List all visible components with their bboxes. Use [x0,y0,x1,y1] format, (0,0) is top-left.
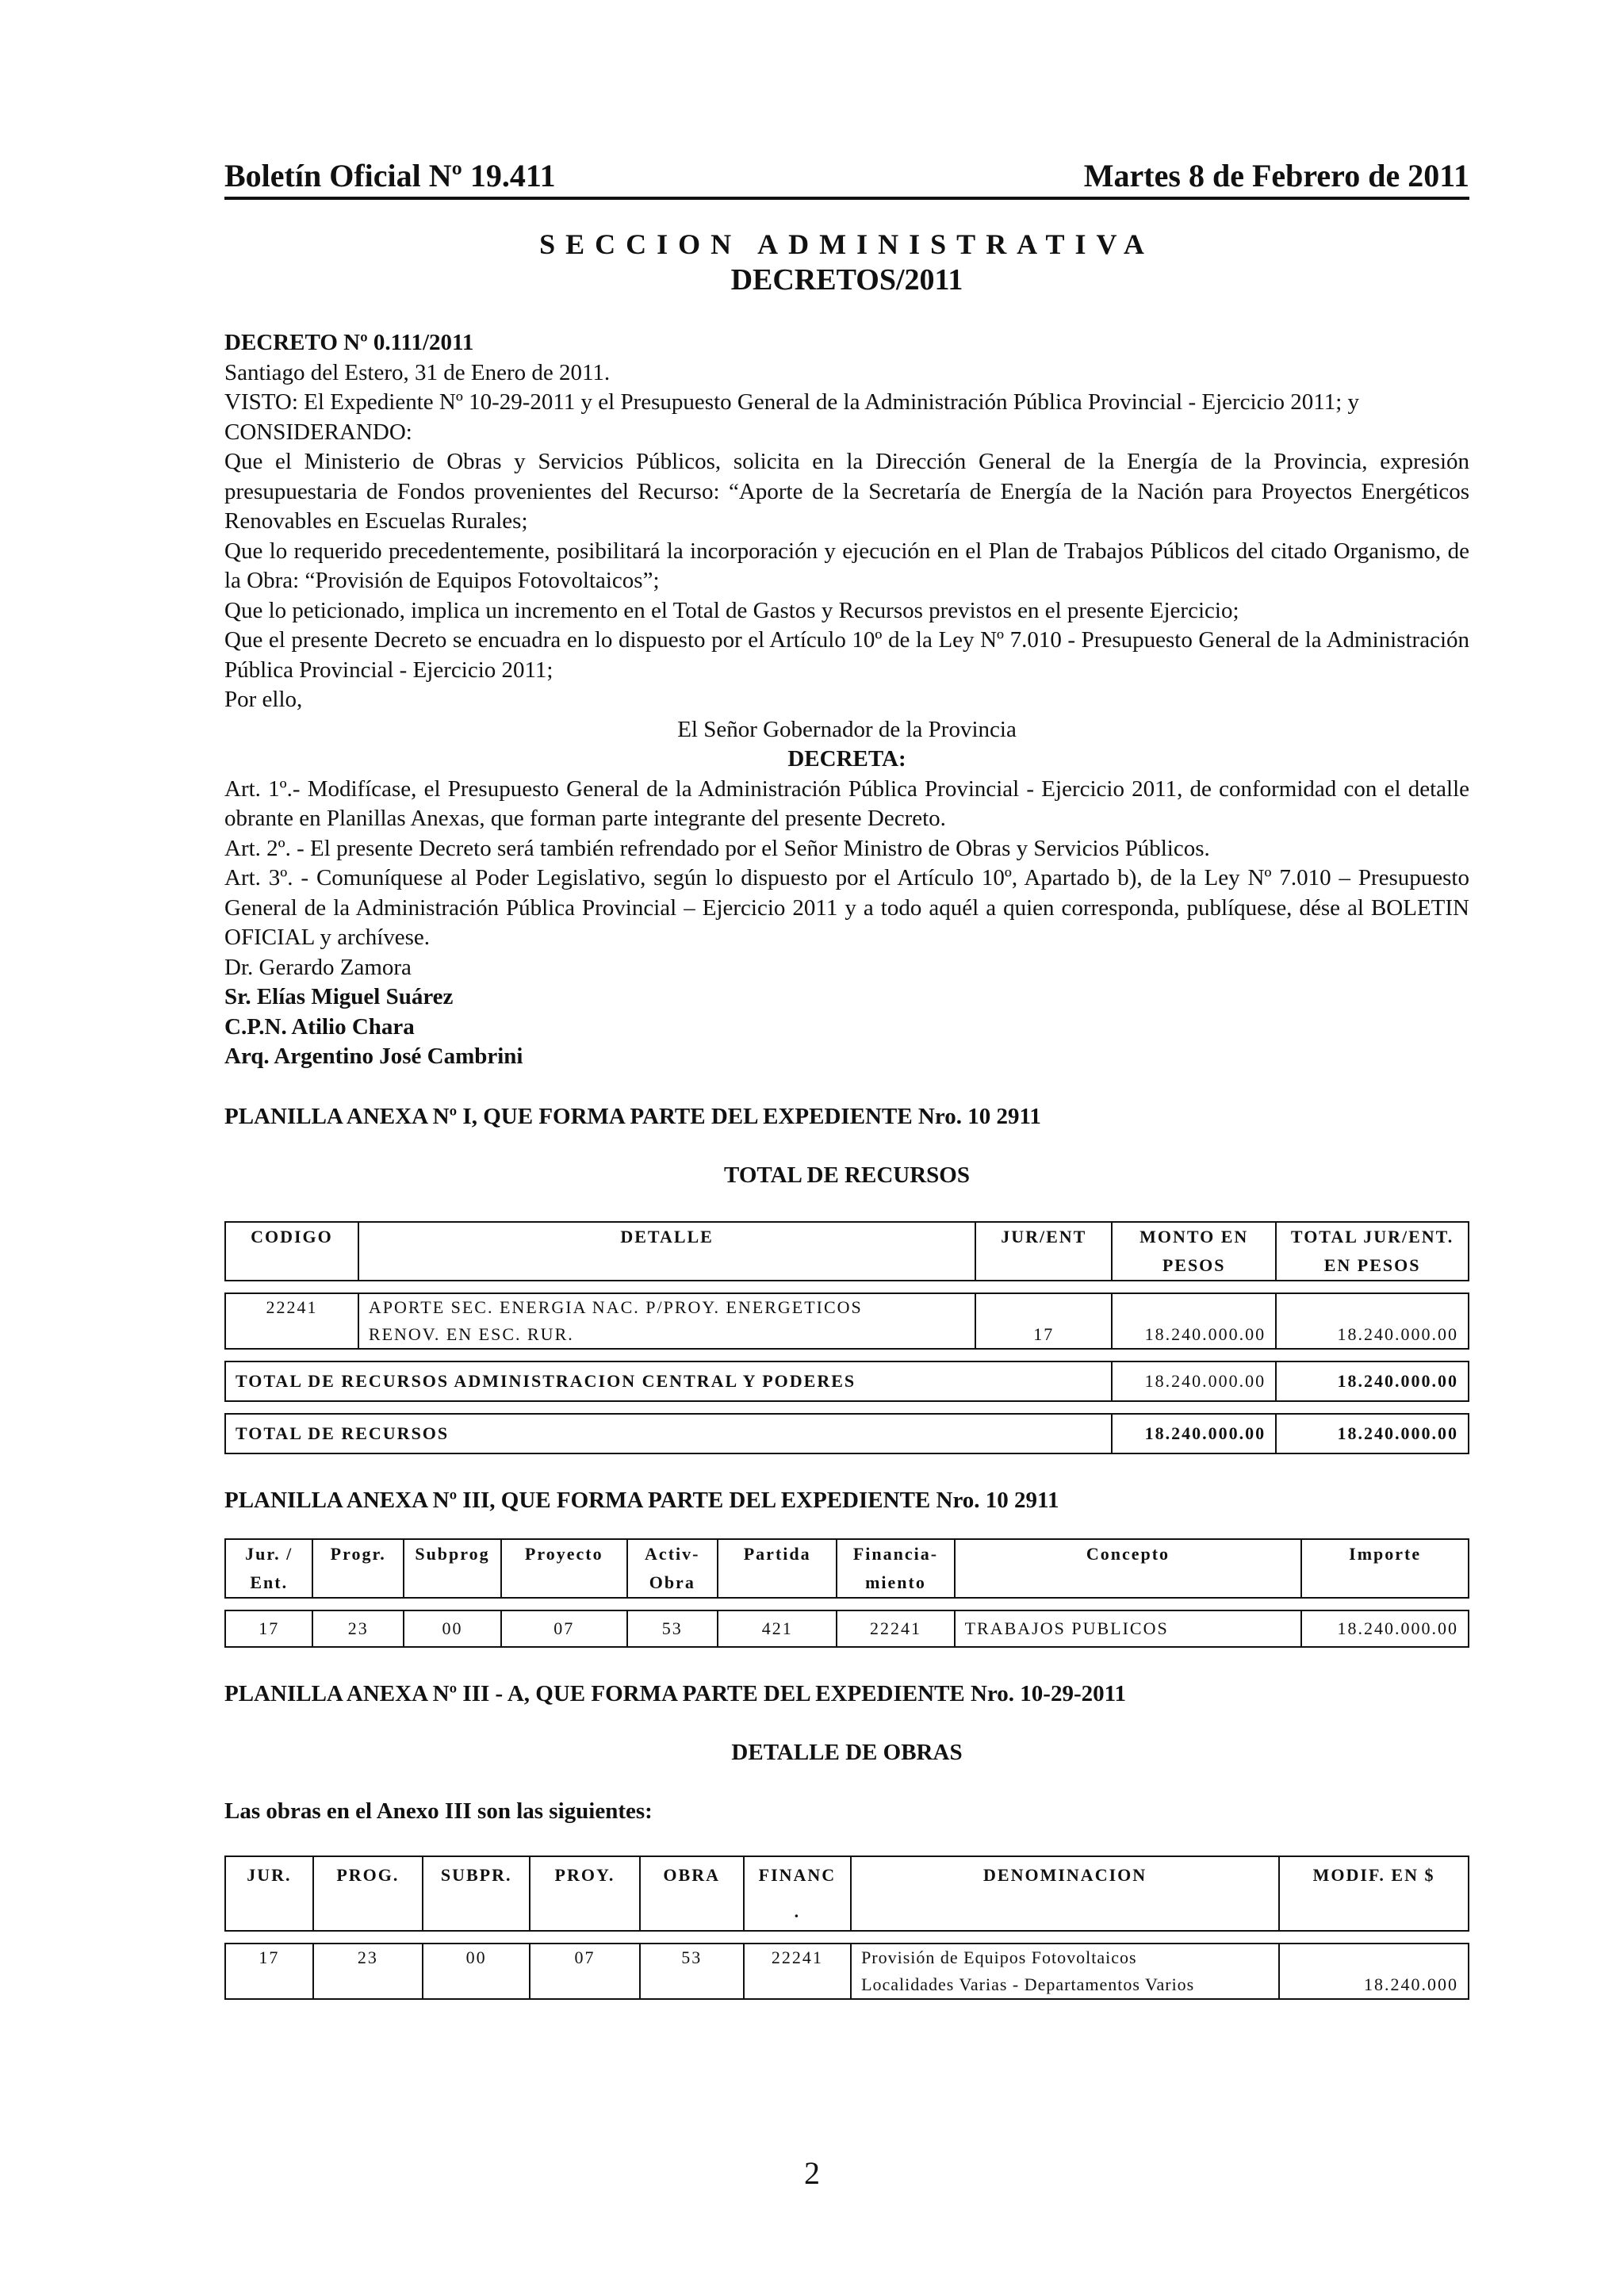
cell-detalle-line: APORTE SEC. ENERGIA NAC. P/PROY. ENERGETICOS [368,1296,863,1317]
bulletin-date: Martes 8 de Febrero de 2011 [1083,158,1469,193]
cell-total: 18.240.000.00 [1276,1293,1469,1349]
col-header-monto-line: MONTO EN [1139,1226,1249,1247]
cell-progr: 23 [312,1610,404,1647]
signer: Arq. Argentino José Cambrini [224,1044,523,1069]
col-header-jur [225,1539,312,1598]
cell-subpr: 00 [423,1944,530,1999]
table-row [225,1610,1469,1647]
cell-detalle-line: RENOV. EN ESC. RUR. [368,1323,574,1344]
cell-obra: 53 [640,1944,744,1999]
grand-total-monto: 18.240.000.00 [1112,1414,1276,1453]
bulletin-header [224,155,1469,200]
col-header-jur: JUR/ENT [975,1222,1112,1281]
col-header-monto [1112,1222,1276,1281]
annex-3-title: PLANILLA ANEXA Nº III, QUE FORMA PARTE DEL EXPEDIENTE Nro. 10 2911 [224,1487,1059,1513]
cell-codigo: 22241 [225,1293,358,1349]
cell-concepto: TRABAJOS PUBLICOS [955,1610,1302,1647]
budget-table [224,1538,1469,1648]
resources-table [224,1221,1469,1454]
annex-1-caption: TOTAL DE RECURSOS [724,1162,970,1188]
cell-proyecto: 07 [501,1610,627,1647]
signer-governor: Dr. Gerardo Zamora [224,954,412,980]
decree-article-2: Art. 2º. - El presente Decreto será también refrendado por el Señor Ministro de Obras y Servicios Públicos. [224,835,1210,861]
subtotal-total: 18.240.000.00 [1276,1361,1469,1401]
col-header-activ [627,1539,718,1598]
decree-paragraph: Que lo peticionado, implica un incremento en el Total de Gastos y Recursos previstos en el presente Ejercicio; [224,597,1239,623]
document-page [224,155,1469,2000]
annex-3a-intro: Las obras en el Anexo III son las siguientes: [224,1798,653,1824]
cell-subprog: 00 [404,1610,501,1647]
cell-jur: 17 [975,1293,1112,1349]
table-row [225,1293,1469,1349]
col-header-importe: Importe [1301,1539,1469,1598]
decree-place-date: Santiago del Estero, 31 de Enero de 2011. [224,359,611,385]
table-header-row [225,1539,1469,1598]
table-header-row [225,1222,1469,1281]
decree-paragraph: Que el Ministerio de Obras y Servicios Públicos, solicita en la Dirección General de la Energía de la Provincia, expresión presupuestaria de Fondos provenientes del Recurso: “Aporte de la Secretaría de Energía de la Nación para Proyectos Energéticos Renovables en Escuelas Rurales; [224,449,1469,534]
col-header-jur: JUR. [225,1856,313,1931]
annex-3a-title: PLANILLA ANEXA Nº III - A, QUE FORMA PARTE DEL EXPEDIENTE Nro. 10-29-2011 [224,1680,1127,1706]
grand-total-total: 18.240.000.00 [1276,1414,1469,1453]
decree-paragraph: Que lo requerido precedentemente, posibilitará la incorporación y ejecución en el Plan de Trabajos Públicos del citado Organismo, de la Obra: “Provisión de Equipos Fotovoltaicos”; [224,538,1469,593]
col-header-total-line: TOTAL JUR/ENT. [1290,1226,1454,1247]
col-header-financ-line: . [794,1901,801,1921]
annex-1-title: PLANILLA ANEXA Nº I, QUE FORMA PARTE DEL EXPEDIENTE Nro. 10 2911 [224,1103,1041,1129]
decree-considerando: CONSIDERANDO: [224,419,412,445]
col-header-activ-line: Activ- [645,1543,700,1564]
cell-denominacion [851,1944,1279,1999]
table-spacer [225,1401,1469,1414]
col-header-jur-line: Jur. / [245,1543,293,1564]
col-header-denominacion: DENOMINACION [851,1856,1279,1931]
col-header-financiamiento [837,1539,954,1598]
cell-prog: 23 [313,1944,423,1999]
cell-detalle [358,1293,975,1349]
works-table [224,1855,1469,2000]
col-header-partida: Partida [718,1539,837,1598]
page-number: 2 [804,2155,820,2191]
col-header-prog: PROG. [313,1856,423,1931]
col-header-modif: MODIF. EN $ [1279,1856,1469,1931]
grand-total-label: TOTAL DE RECURSOS [225,1414,1112,1453]
cell-partida: 421 [718,1610,837,1647]
decree-paragraph: Que el presente Decreto se encuadra en lo dispuesto por el Artículo 10º de la Ley Nº 7.010 - Presupuesto General de la Administración Pública Provincial - Ejercicio 2011; [224,627,1469,683]
decree-article-1: Art. 1º.- Modifícase, el Presupuesto General de la Administración Pública Provincial - Ejercicio 2011, de conformidad con el detalle obrante en Planillas Anexas, que forman parte integrante del presente Decreto. [224,776,1469,831]
col-header-total [1276,1222,1469,1281]
decree-decreta: DECRETA: [787,746,906,772]
decree-article-3: Art. 3º. - Comuníquese al Poder Legislativo, según lo dispuesto por el Artículo 10º, Apartado b), de la Ley Nº 7.010 – Presupuesto General de la Administración Pública Provincial – Ejercicio 2011 y a todo aquél a quien corresponda, publíquese, dése al BOLETIN OFICIAL y archívese. [224,865,1469,950]
table-spacer [225,1281,1469,1293]
table-spacer [225,1598,1469,1610]
decree-por-ello: Por ello, [224,687,303,712]
grand-total-row [225,1414,1469,1453]
cell-activ: 53 [627,1610,718,1647]
bulletin-number: Boletín Oficial Nº 19.411 [224,158,556,193]
decree-number: DECRETO Nº 0.111/2011 [224,330,474,355]
col-header-subprog: Subprog [404,1539,501,1598]
table-header-row [225,1856,1469,1931]
subtotal-monto: 18.240.000.00 [1112,1361,1276,1401]
cell-financ: 22241 [744,1944,851,1999]
section-subtitle: DECRETOS/2011 [730,263,963,297]
signer: Sr. Elías Miguel Suárez [224,984,454,1009]
col-header-activ-line: Obra [649,1572,695,1592]
table-spacer [225,1931,1469,1944]
col-header-subpr: SUBPR. [423,1856,530,1931]
col-header-monto-line: PESOS [1162,1254,1226,1275]
decree-visto: VISTO: El Expediente Nº 10-29-2011 y el Presupuesto General de la Administración Pública Provincial - Ejercicio 2011; y [224,389,1360,415]
col-header-codigo: CODIGO [225,1222,358,1281]
signer: C.P.N. Atilio Chara [224,1013,415,1040]
table-row [225,1944,1469,1999]
col-header-fin-line: Financia- [852,1543,939,1564]
col-header-concepto: Concepto [955,1539,1302,1598]
cell-denominacion-line: Localidades Varias - Departamentos Varios [861,1974,1195,1994]
col-header-progr: Progr. [312,1539,404,1598]
col-header-financ-line: FINANC [758,1864,837,1885]
col-header-proy: PROY. [530,1856,639,1931]
col-header-total-line: EN PESOS [1323,1254,1421,1275]
table-spacer [225,1349,1469,1361]
decree-body [224,328,1469,1072]
section-title: SECCION ADMINISTRATIVA [539,228,1155,260]
cell-financiamiento: 22241 [837,1610,954,1647]
cell-modif: 18.240.000 [1279,1944,1469,1999]
subtotal-row [225,1361,1469,1401]
col-header-fin-line: miento [865,1572,926,1592]
cell-importe: 18.240.000.00 [1301,1610,1469,1647]
cell-denominacion-line: Provisión de Equipos Fotovoltaicos [861,1947,1137,1967]
cell-proy: 07 [530,1944,639,1999]
col-header-jur-line: Ent. [250,1572,289,1592]
annex-3a-caption: DETALLE DE OBRAS [731,1739,963,1765]
decree-governor: El Señor Gobernador de la Provincia [677,716,1017,742]
cell-jur: 17 [225,1944,313,1999]
subtotal-label: TOTAL DE RECURSOS ADMINISTRACION CENTRAL Y PODERES [225,1361,1112,1401]
col-header-obra: OBRA [640,1856,744,1931]
col-header-detalle: DETALLE [358,1222,975,1281]
cell-jur: 17 [225,1610,312,1647]
col-header-proyecto: Proyecto [501,1539,627,1598]
col-header-financ [744,1856,851,1931]
cell-monto: 18.240.000.00 [1112,1293,1276,1349]
